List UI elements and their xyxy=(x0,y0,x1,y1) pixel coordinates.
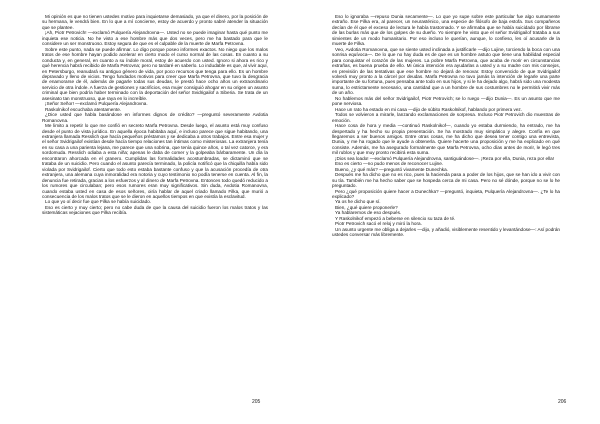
right-page-text xyxy=(332,14,560,238)
paragraph: Hace un rato ha estado en mi casa —dijo de súbito Raskolnikof, hablando por primera vez. xyxy=(335,106,523,112)
page-number: 205 xyxy=(252,399,261,405)
paragraph: Después me ha dicho que no es rico, pues la hacienda pasa a poder de los hijos, que se han ido a vivir con su tía. También me ha hecho saber que se hospeda cerca de mi casa. Pero no sé dónde, porque no se lo he preguntado. xyxy=(332,172,560,189)
right-page xyxy=(300,0,600,424)
paragraph: ¿Dice usted que habla basándose en informes dignos de crédito? —preguntó severamente Avdotia Romanovna. xyxy=(42,112,268,123)
paragraph: Piotr Petrovich sacó el reloj y miró la hora. xyxy=(335,221,422,227)
paragraph: Bien, ¿qué quiere proponerle? xyxy=(335,204,398,210)
paragraph: Pero ¿qué proposición quiere hacer a Dunechka? —preguntó, inquieta, Pulquería Alejandrovna—. ¿Te lo ha explicado? xyxy=(332,188,560,199)
paragraph: Ya os he dicho que sí. xyxy=(335,199,381,205)
left-page-text xyxy=(42,14,268,216)
paragraph: Eso es cierto —no pudo menos de reconocer Lujine. xyxy=(335,161,444,167)
paragraph: ¡Dios sea loado! —exclamó Pulquería Alejandrovna, santiguándose—. ¡Reza por ella, Dunia, reza por ella! xyxy=(335,155,555,161)
paragraph: Veo, Avdotia Romanovna, que se siente usted inclinada a justificarle —dijo Lujine, torciendo la boca con una sonrisa equívoca—. De lo que no hay duda es de que es un hombre astuto que tiene una habilidad especial para conquistar el corazón de las mujeres. La pobre Marfa Petrovna, que acaba de morir en circunstancias extrañas, es buena prueba de ello. Mi única intención era ayudarlas a usted y a su madre con mis consejos, en previsión de las tentativas que ese hombre no dejará de renovar. Estoy convencido de que Svidrigailof volverá muy pronto a la cárcel por deudas. Marfa Petrovna no tuvo jamás la intención de legarle una parte importante de su fortuna, pues pensaba ante todo en sus hijos, y si le ha dejado algo, habrá sido una modesta suma, lo estrictamente necesario, una cantidad que a un hombre de sus costumbres no le permitirá vivir más de un año. xyxy=(332,46,560,96)
paragraph: ¡Ah, Piotr Petrovich! —exclamó Pulquería Alejandrovna—. Usted no se puede imaginar hasta qué punto me inquieta ese noticia. No he visto a ese hombre más que dos veces, pero me ha bastado para que le considere un ser monstruoso. Estoy segura de que es el culpable de la muerte de Marfa Petrovna. xyxy=(42,30,268,47)
paragraph: Eso es cierto y muy cierto; pero no cabe duda de que la causa del suicidio fueron los malos tratos y las sistemáticas vejaciones que Filka recibía. xyxy=(42,204,268,216)
paragraph: Bueno, ¿y qué más? —preguntó vivamente Dunechka. xyxy=(335,166,448,172)
paragraph: ¡Señor Señor! —exclamó Pulquería Alejandrovna. xyxy=(45,101,148,107)
paragraph: Un asunto urgente me obliga a dejarles —dijo, y añadió, visiblemente resentido y levantándose—: Así podrán ustedes conversar más libremente. xyxy=(332,226,560,238)
paragraph: Mi opinión es que no tienen ustedes motivo para inquietarse demasiado, ya que el dinero, por la posición de su hermana, le vendrá bien. En lo que a mí concierne, estoy de acuerdo y pronto sabré atender la situación que se plantee. xyxy=(42,14,268,30)
paragraph: Todos se volvieron a mirarle, lanzando exclamaciones de sorpresa. Incluso Piotr Petrovich dio muestras de emoción. xyxy=(332,112,560,123)
paragraph: Sobre este punto, nada se puede afirmar. Lo digo porque poseo informes exactos. No niego que los malos tratos de ese hombre hayan podido acelerar en cierto modo el curso normal de las cosas. En cuanto a su conducta y, en general, en cuanto a su índole moral, estoy de acuerdo con usted. Ignoro si ahora es rico y qué herencia habrá recibido de Marfa Petrovna; pero no tardaré en saberlo. Lo indudable es que, al vivir aquí, en Petersburgo, reanudará su antiguo género de vida, por poco recursos que tenga para ello. Es un hombre depravado y lleno de vicios. Tengo fundados motivos para creer que Marfa Petrovna, que tuvo la desgracia de enamorarse de él, además de pagarle todas sus deudas, le prestó hace ocho años un extraordinario servicio de otra índole. A fuerza de gestiones y sacrificios, esa mujer consiguió ahogar en su origen un asunto criminal que bien podría haber terminado con la deportación del señor Svidrigailof a Siberia. Se trata de un asesinato tan monstruoso, que raya en lo increíble. xyxy=(42,46,268,101)
paragraph: No hablemos más del señor Svidrigailof, Piotr Petrovich; se lo ruego —dijo Dunia—. Es un asunto que me pone nerviosa. xyxy=(332,95,560,107)
paragraph: Lo que yo oí decir fue que Filka se había suicidado. xyxy=(45,199,152,205)
paragraph: Me limito a repetir lo que me confió en secreto Marfa Petrovna. Desde luego, el asunto está muy confuso desde el punto de vista jurídico. En aquella época habitaba aquí, e incluso parece que sigue habitando, una extranjera llamada Resslich que hacía pequeños préstamos y se dedicaba a otros trabajos. Entre esa mujer y el señor Svidrigailof existían desde hacía tiempo relaciones tan íntimas como misteriosas. La extranjera tenía en su casa a una parienta lejana, me parece que una sobrina, que tenía quince años, o tal vez catorce, y era sordomuda. Resslich odiaba a esta niña; apenas le daba de comer y la golpeaba bárbaramente. Un día la encontraron ahorcada en el granero. Cumplidas las formalidades acostumbradas, se dictaminó que se trataba de un suicidio. Pero cuando el asunto parecía terminado, la policía notificó que la chiquilla había sido violada por Svidrigailof. Cierto que todo esto estaba bastante confuso y que la acusación procedía de otra extranjera, una alemana cuya inmoralidad era notoria y cuyo testimonio no podía tenerse en cuenta. Al fin, la denuncia fue retirada, gracias a los esfuerzos y al dinero de Marfa Petrovna. Entonces todo quedó reducido a los rumores que circulaban; pero esos rumores eran muy significativos. Sin duda, Avdotia Romanovna, cuando estaba usted en casa de esos señores, oiría hablar de aquel criado llamado Filka, que murió a consecuencia de los malos tratos que se le dieron en aquellos tiempos en que existía la esclavitud. xyxy=(42,123,268,199)
paragraph: Raskolnikof escuchaba atentamente. xyxy=(45,106,122,112)
paragraph: Ya hablaremos de eso después. xyxy=(335,210,402,216)
page-number: 206 xyxy=(558,399,567,405)
paragraph: Eso lo ignoraba —repuso Dunia secamente—. Lo que yo supe sobre este particular fue algo sumamente extraño. Ese Filka era, al parecer, un neurasténico, una especie de filósofo de baja estofa. Sus compañeros decían de él que el exceso de lectura le había trastornado. Y se afirmaba que se había suicidado por librarse de las burlas más que de los golpes de su dueño. Yo siempre he visto que el señor Svidrigailof trataba a sus sirvientes de un modo humanitario. Por eso incluso le querían, aunque, lo confieso, les oí acusarle de la muerte de Filka. xyxy=(332,14,560,47)
paragraph: Hace cosa de hora y media —continuó Raskolnikof—, cuando yo estaba durmiendo, ha entrado, me ha despertado y ha hecho su propia presentación. Se ha mostrado muy simpático y alegre. Confía en que llegaremos a ser buenos amigos. Entre otras cosas, me ha dicho que desea tener contigo una entrevista, Dunia, y me ha rogado que le ayude a obtenerla. Quiere hacerte una proposición y me ha explicado en qué consiste. Además, me ha asegurado formalmente que Marfa Petrovna, ocho días antes de morir, le legó tres mil rublos y que muy pronto recibirá esta suma. xyxy=(332,123,560,156)
paragraph: Y Raskolnikof empezó a beberse en silencio su taza de té. xyxy=(335,215,456,221)
